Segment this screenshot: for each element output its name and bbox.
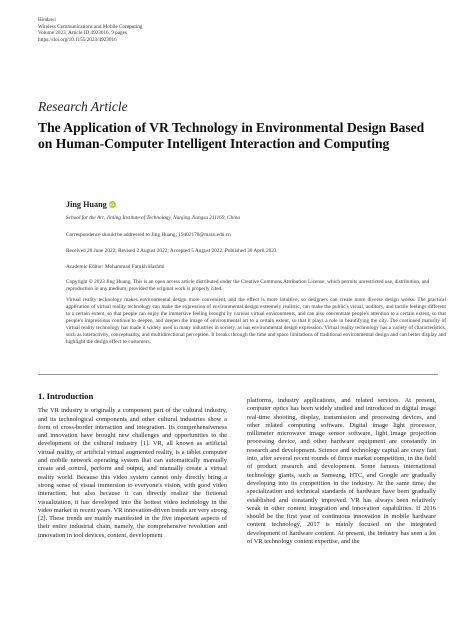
intro-paragraph-right: platforms, industry applications, and related services. At present, computer optics has been widely studied and introduced in digital image real-time shooting, display, transmission and processing devices, and other related computing software. Digital image light processor, millimeter microwave image sensor software, light image projection processing device, and other hardware equipment are constantly in research and development. Science and technology capital are crazy fast into, after several recent rounds of fierce market competition, in the field of product research and development. Some famous international technology giants, such as Samsung, HTC, and Google are gradually developing into its competition in the industry. At the same time, the specialization and technical standards of hardware have been gradually established and constantly improved. VR has always been relatively weak in other content integration and innovation capabilities. If 2016 should be the first year of continuous innovation in mobile hardware content technology, 2017 is mainly focused on the integrated development of hardware content. At present, the industry has seen a lot of VR technology content expertise, and the <box>247 397 436 546</box>
correspondence: Correspondence should be addressed to Jing Huang; 19402170@masu.edu.cn <box>66 232 231 238</box>
copyright-notice: Copyright © 2023 Jing Huang. This is an open access article distributed under the Creative Commons Attribution License, which permits unrestricted use, distribution, and reproduction in any medium, provided the original work is properly cited. <box>66 279 430 292</box>
affiliation: School for the Art, Jinling Institute of Technology, Nanjing Jiangsu 211169, China <box>66 215 241 221</box>
article-type: Research Article <box>38 99 128 114</box>
orcid-icon[interactable]: iD <box>110 202 115 207</box>
publisher-name: Hindawi <box>38 17 56 23</box>
doi-link[interactable]: https://doi.org/10.1155/2023/4923016 <box>38 36 117 43</box>
academic-editor: Academic Editor: Mohammad Farukh Hashmi <box>66 264 165 270</box>
intro-paragraph-left: The VR industry is originally a component part of the cultural industry, and its technological components and other cultural industries show a form of cross-border interaction and integration. Its comprehensiveness and innovation have brought new challenges and opportunities to the development of the cultural industry [1]. VR, all known as artificial virtual reality, or artificial virtual augmented reality, is a tablet computer and mobile network operating system that can automatically manually create and control, perform and output, and manually create a virtual reality world. Because this video system cannot only directly bring a strong sense of visual immersion to everyone's vision, with good video interaction, but also because it can directly realize the fictional visualization, it has developed into the hottest video technology in the video market in recent years. VR innovation-driven trends are very strong [2]. These trends are mainly manifested in the five important aspects of their entire industrial chain, namely, the comprehensive revolution and innovation in tool devices, content, development <box>38 407 227 539</box>
volume-info: Volume 2023, Article ID 4923016, 9 pages <box>38 30 127 37</box>
abstract: Virtual reality technology makes environmental design more convenient, and the effect is more intuitive, so designers can create more diverse design works. The practical application of virtual reality technology can make the expression of environmental design extremely realistic, can make the public's visual, auditory, and tactile feelings different to a certain extent, so that people can enjoy the immersive feeling brought by various virtual environments, and can also concentrate people's attention to a certain extent, so that people's impressions continue to deepen, and deepen the image of environmental art to a certain extent, so that it plays a role in beautifying the city. The continued maturity of virtual reality technology has made it widely used in many industries in society, as has environmental design expression. Virtual reality technology has a variety of characteristics, such as interactivity, conceptuality, and multidirectional perception. It breaks through the time and space limitations of traditional environmental design and can better display and highlight the design effect to customers. <box>66 297 446 345</box>
author-name: Jing Huang <box>66 200 107 209</box>
author-line <box>66 200 116 209</box>
section-divider <box>38 374 438 375</box>
journal-meta <box>38 17 142 43</box>
right-column <box>247 397 436 546</box>
left-column <box>38 392 227 540</box>
section-heading-introduction: 1. Introduction <box>38 391 94 401</box>
paper-title: The Application of VR Technology in Environmental Design Based on Human-Computer Intelligent Interaction and Computing <box>38 120 425 151</box>
publication-dates: Received 28 June 2022; Revised 2 August 2022; Accepted 5 August 2022; Published 30 April 2023 <box>66 248 277 254</box>
journal-name: Wireless Communications and Mobile Computing <box>38 23 143 30</box>
